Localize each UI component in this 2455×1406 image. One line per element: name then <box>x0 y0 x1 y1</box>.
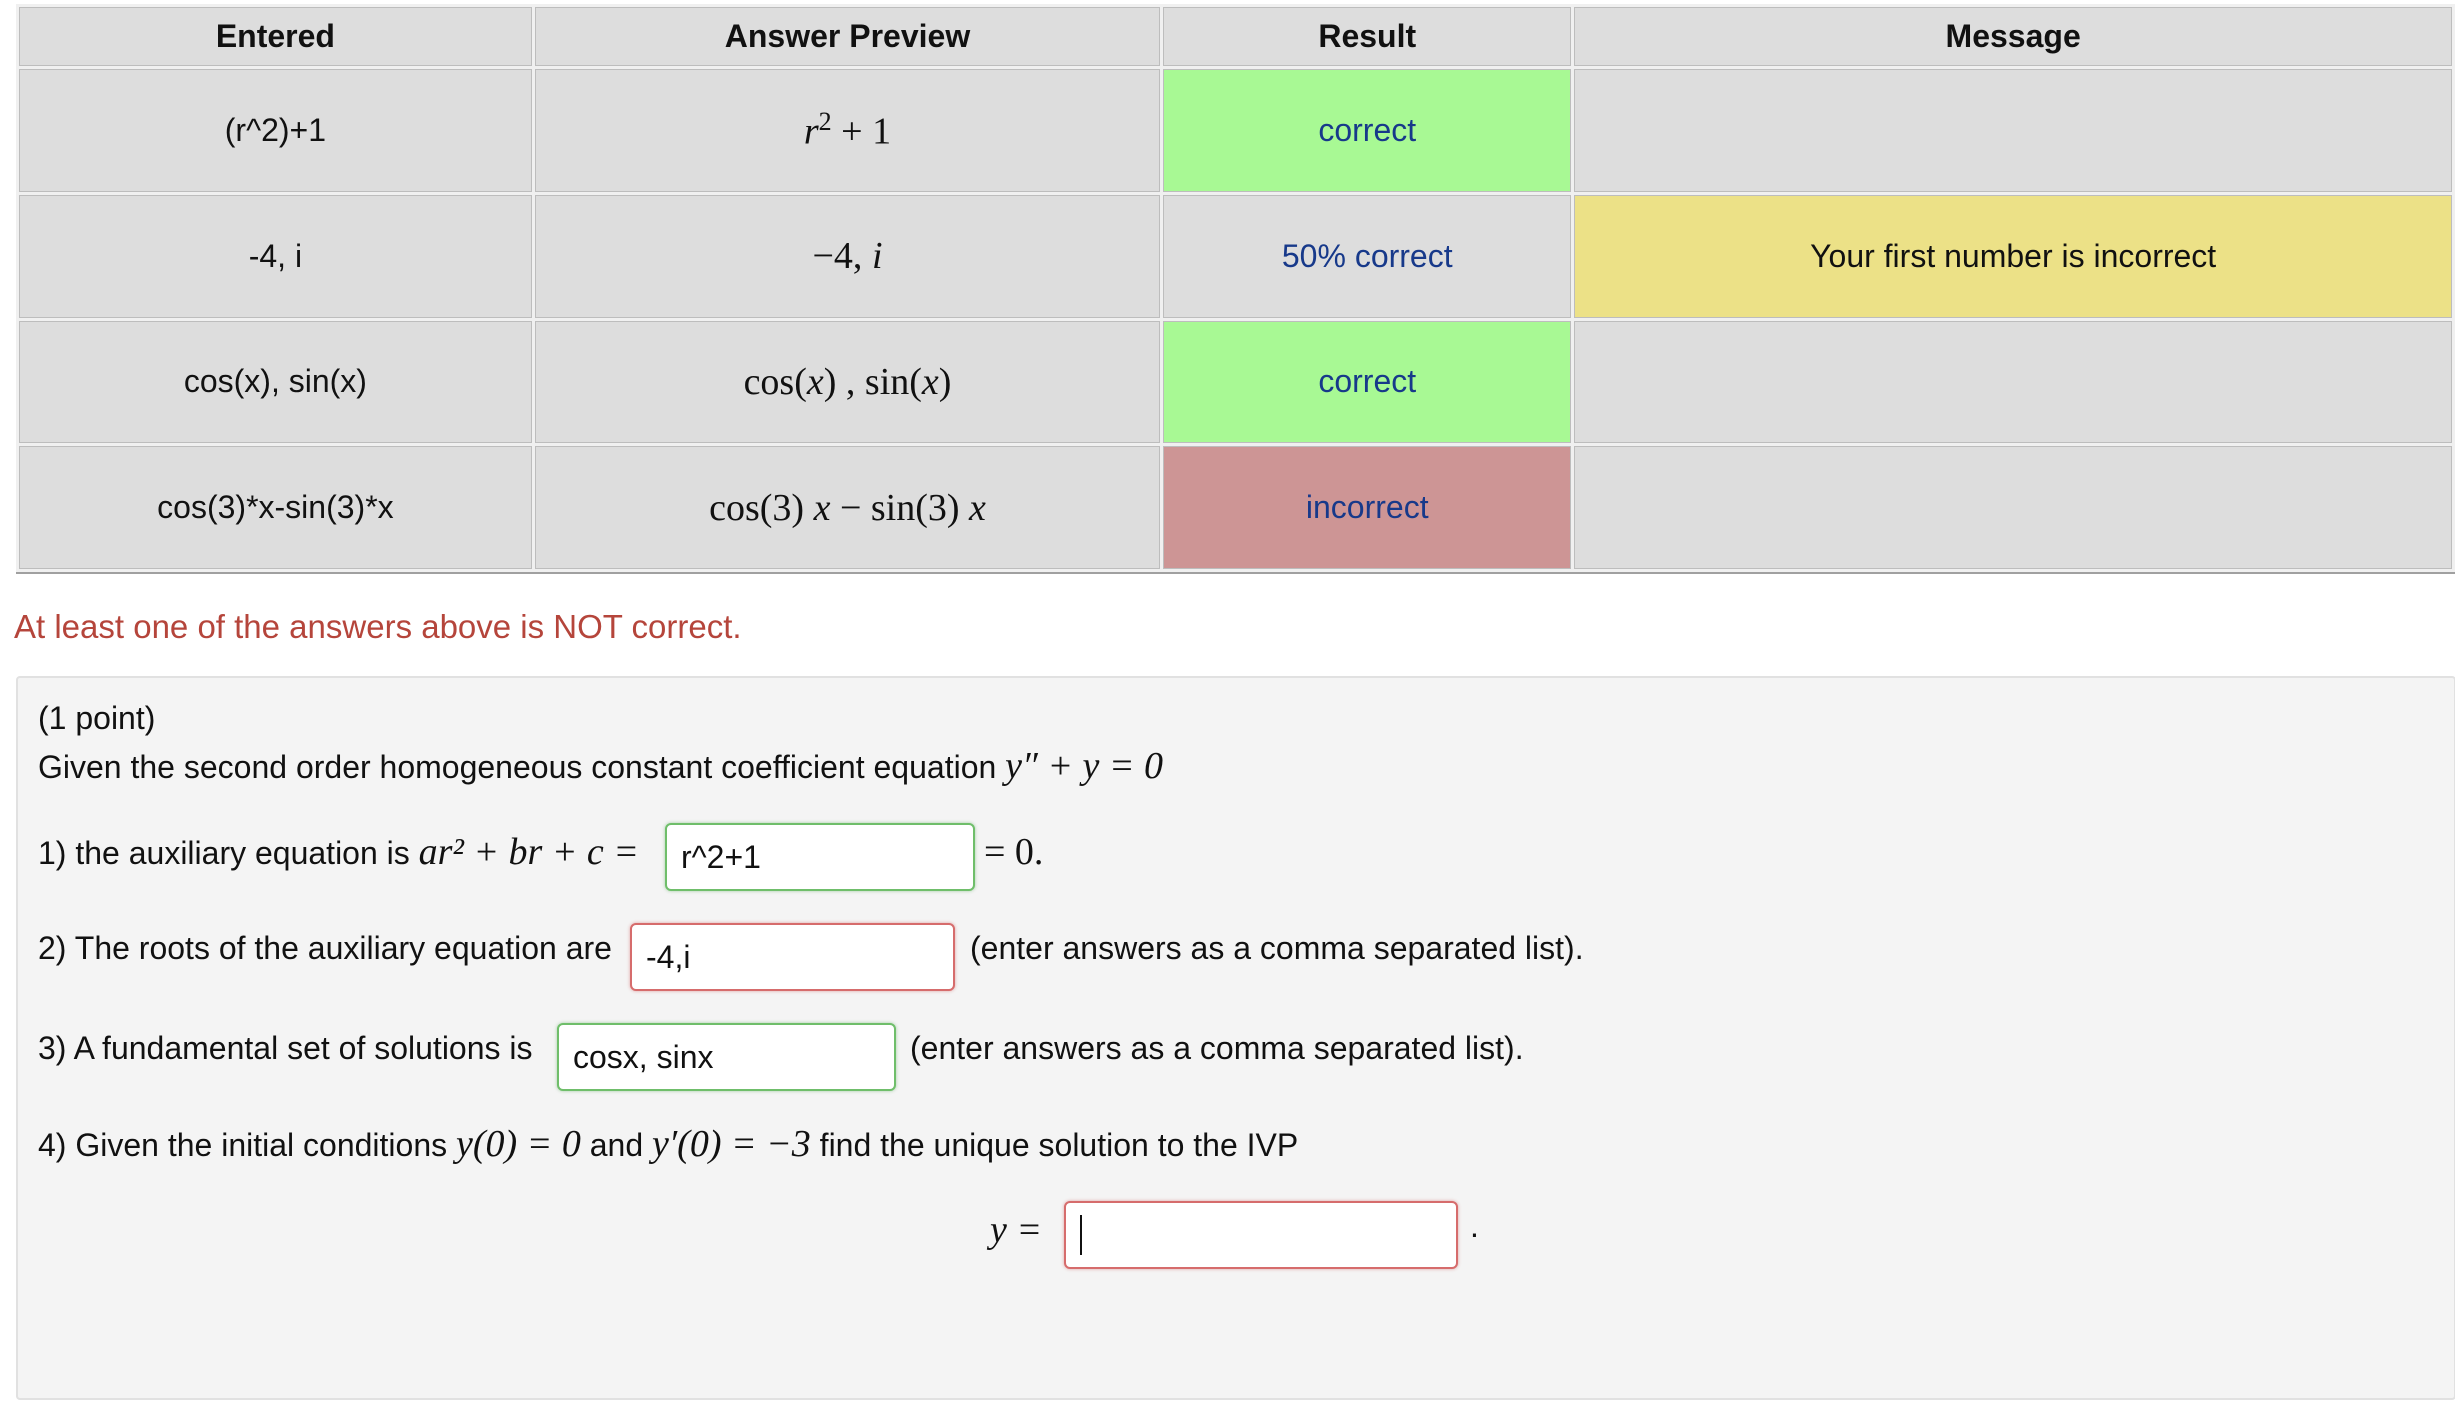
preview-var: x <box>813 486 831 529</box>
entered-cell: cos(x), sin(x) <box>19 321 532 444</box>
message-cell-warning: Your first number is incorrect <box>1574 195 2452 318</box>
result-cell-incorrect: incorrect <box>1163 446 1571 569</box>
question-4 <box>38 1122 1298 1166</box>
preview-exponent: 2 <box>818 107 832 137</box>
answer-input-fundamental-set[interactable] <box>557 1023 896 1091</box>
q4-prefix: 4) Given the initial conditions <box>38 1127 456 1163</box>
question-2 <box>38 930 612 967</box>
preview-var: r <box>803 110 819 153</box>
answer-preview-cell <box>535 321 1160 444</box>
entered-cell: -4, i <box>19 195 532 318</box>
header-entered: Entered <box>19 7 532 66</box>
message-cell <box>1574 321 2452 444</box>
q1-auxiliary-expression: ar² + br + c = <box>418 831 639 873</box>
table-row <box>19 195 2452 318</box>
table-row <box>19 69 2452 192</box>
text-cursor <box>1080 1215 1082 1255</box>
q4-and: and <box>580 1127 652 1163</box>
q2-prefix: 2) The roots of the auxiliary equation are <box>38 930 612 966</box>
answer-preview-cell <box>535 446 1160 569</box>
preview-part: − sin(3) <box>830 486 970 529</box>
question-3 <box>38 1030 533 1067</box>
result-cell-correct: correct <box>1163 321 1571 444</box>
message-cell <box>1574 69 2452 192</box>
preview-rest: + 1 <box>831 110 892 153</box>
question-1 <box>38 830 639 874</box>
answer-input-roots[interactable] <box>630 923 955 991</box>
result-cell-partial: 50% correct <box>1163 195 1571 318</box>
q4-condition-1: y(0) = 0 <box>456 1123 581 1165</box>
q2-suffix: (enter answers as a comma separated list). <box>970 930 1584 966</box>
answer-preview-cell <box>535 69 1160 192</box>
table-row <box>19 446 2452 569</box>
results-table <box>16 4 2455 574</box>
preview-var: x <box>969 486 986 529</box>
differential-equation: y″ + y = 0 <box>1005 745 1164 787</box>
q3-suffix: (enter answers as a comma separated list). <box>910 1030 1524 1066</box>
answer-input-ivp-solution[interactable] <box>1064 1201 1458 1269</box>
q4-y-label <box>990 1208 1042 1252</box>
intro-text: Given the second order homogeneous constant coefficient equation <box>38 749 1006 785</box>
status-message: At least one of the answers above is NOT correct. <box>14 608 742 645</box>
entered-cell: (r^2)+1 <box>19 69 532 192</box>
header-message: Message <box>1574 7 2452 66</box>
q4-condition-2: y′(0) = −3 <box>652 1123 811 1165</box>
q4-y-label-text: y = <box>990 1209 1043 1251</box>
preview-part: −4, <box>812 235 872 278</box>
table-row <box>19 321 2452 444</box>
problem-intro <box>38 744 1163 788</box>
preview-var: x <box>806 360 824 403</box>
q3-prefix: 3) A fundamental set of solutions is <box>38 1030 533 1066</box>
preview-part: ) , sin( <box>823 360 922 403</box>
results-header-row <box>19 7 2452 66</box>
answer-preview-cell <box>535 195 1160 318</box>
q1-suffix <box>984 830 1043 874</box>
result-cell-correct: correct <box>1163 69 1571 192</box>
header-result: Result <box>1163 7 1571 66</box>
q1-suffix-text: = 0. <box>984 831 1044 873</box>
q1-prefix: 1) the auxiliary equation is <box>38 835 419 871</box>
message-cell <box>1574 446 2452 569</box>
answer-input-auxiliary[interactable] <box>665 823 975 891</box>
preview-var: x <box>921 360 939 403</box>
q4-suffix: find the unique solution to the IVP <box>810 1127 1299 1163</box>
preview-var: i <box>871 235 883 278</box>
preview-part: cos(3) <box>709 486 814 529</box>
preview-part: cos( <box>743 360 807 403</box>
q4-period: . <box>1470 1208 1479 1244</box>
problem-points: (1 point) <box>38 700 156 736</box>
problem-panel <box>16 676 2455 1400</box>
preview-part: ) <box>938 360 952 403</box>
header-answer-preview: Answer Preview <box>535 7 1160 66</box>
entered-cell: cos(3)*x-sin(3)*x <box>19 446 532 569</box>
